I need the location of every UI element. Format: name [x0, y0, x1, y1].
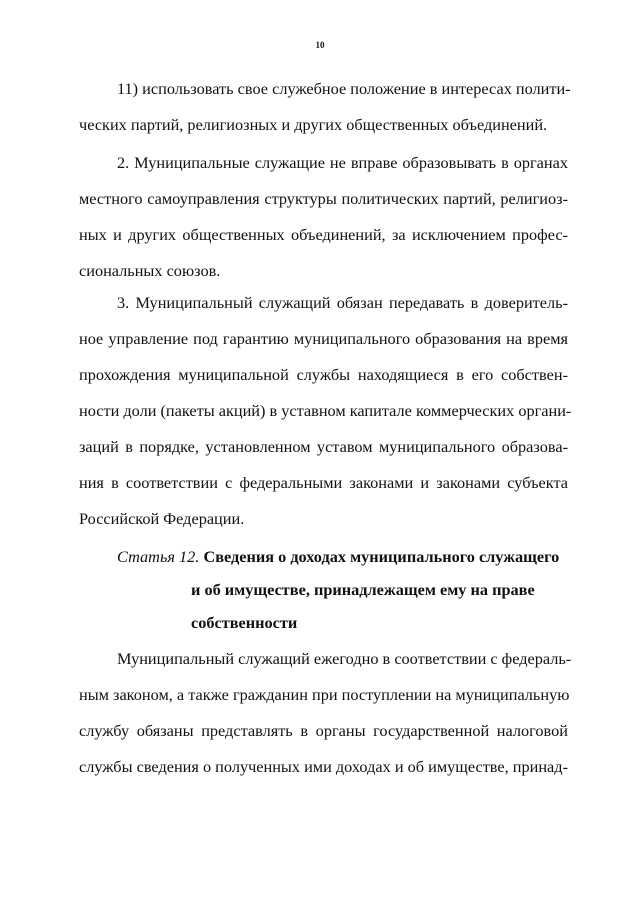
text-line: ных и других общественных объединений, за исключением профес-: [79, 225, 568, 244]
text-line: местного самоуправления структуры политических партий, религиоз-: [79, 189, 568, 208]
text-line: Муниципальный служащий ежегодно в соответствии с федераль-: [117, 649, 572, 668]
text-line: прохождения муниципальной службы находящиеся в его собствен-: [79, 365, 568, 384]
paragraph-3: [79, 292, 572, 544]
text-line: 11) использовать свое служебное положение в интересах полити-: [117, 79, 571, 98]
text-line: ческих партий, религиозных и других общественных объединений.: [79, 115, 548, 134]
text-line: 2. Муниципальные служащие не вправе образовывать в органах: [117, 153, 568, 172]
text-line: Российской Федерации.: [79, 509, 245, 528]
text-line: заций в порядке, установленном уставом муниципального образова-: [79, 437, 568, 456]
text-line: ным законом, а также гражданин при поступлении на муниципальную: [79, 685, 570, 704]
text-line: службу обязаны представлять в органы государственной налоговой: [79, 721, 568, 740]
text-line: службы сведения о полученных ими доходах и об имуществе, принад-: [79, 757, 568, 776]
article-title-line: [117, 546, 577, 579]
paragraph-item-11: [79, 78, 571, 150]
text-line: сиональных союзов.: [79, 261, 221, 280]
article-heading: [117, 546, 577, 645]
article-body: [79, 648, 572, 792]
article-title-line: и об имуществе, принадлежащем ему на праве: [191, 580, 535, 599]
article-title-line: собственности: [191, 613, 298, 632]
article-title-text: Сведения о доходах муниципального служащего: [203, 547, 560, 566]
text-line: ния в соответствии с федеральными законами и законами субъекта: [79, 473, 568, 492]
text-line: ности доли (пакеты акций) в уставном капитале коммерческих органи-: [79, 401, 572, 420]
text-line: ное управление под гарантию муниципального образования на время: [79, 329, 568, 348]
paragraph-2: [79, 152, 568, 296]
article-label: Статья 12.: [117, 547, 200, 566]
text-line: 3. Муниципальный служащий обязан передавать в доверитель-: [117, 293, 568, 312]
page-number: 10: [315, 40, 325, 50]
